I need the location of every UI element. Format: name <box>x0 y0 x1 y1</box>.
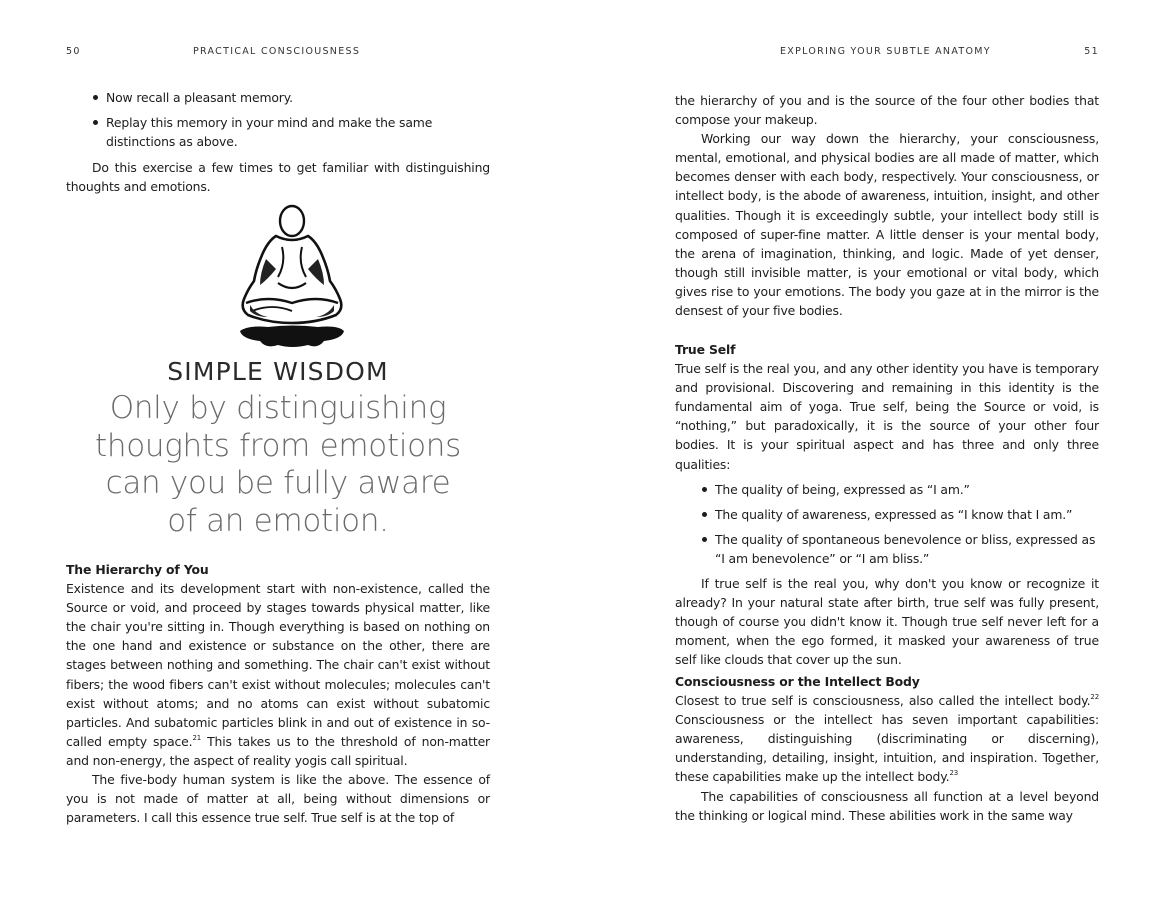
bullet-icon <box>93 95 98 100</box>
body-paragraph: the hierarchy of you and is the source of the four other bodies that compose your makeup. <box>675 93 1099 128</box>
simple-wisdom-quote <box>66 390 490 540</box>
running-head: PRACTICAL CONSCIOUSNESS <box>193 46 361 57</box>
quote-line: can you be fully aware <box>105 465 451 501</box>
quote-line: thoughts from emotions <box>95 427 461 464</box>
hierarchy-section <box>66 560 490 827</box>
footnote-ref: 21 <box>192 733 202 742</box>
list-item: Now recall a pleasant memory. <box>66 88 490 107</box>
body-paragraph: The five-body human system is like the above. The essence of you is not made of matter at all, being without dimensions or parameters. I call this essence true self. True self is at the top of <box>66 772 490 826</box>
section-heading: The Hierarchy of You <box>66 562 209 577</box>
footnote-ref: 23 <box>949 769 959 778</box>
list-item: The quality of being, expressed as “I am.” <box>675 480 1099 499</box>
list-item: Replay this memory in your mind and make the same distinctions as above. <box>66 113 490 151</box>
page-number: 50 <box>66 46 81 57</box>
page-number: 51 <box>1084 46 1099 57</box>
consciousness-section <box>675 672 1099 825</box>
running-head: EXPLORING YOUR SUBTLE ANATOMY <box>780 46 991 57</box>
left-page-header <box>66 46 490 60</box>
quote-line: of an emotion. <box>167 502 389 539</box>
right-page <box>675 0 1099 900</box>
section-heading: True Self <box>675 342 736 357</box>
right-top-text <box>675 91 1099 320</box>
body-paragraph: True self is the real you, and any other identity you have is temporary and provisional. Discovering and remaining in this identity is the fundamental aim of yoga. True self, being the Source or void, is “nothing,” but paradoxically, it is the source of your other four bodies. It is your spiritual aspect and has three and only three qualities: <box>675 361 1099 472</box>
body-paragraph: Closest to true self is consciousness, also called the intellect body.$^{22}$ Consciousness or the intellect has seven important capabilities: awareness, distinguishing (discriminating or discerning), understanding, detailing, insight, intuition, and inspiration. Together, these capabilities make up the intellect body.$^{23}$ <box>675 693 1099 785</box>
true-self-section <box>675 340 1099 670</box>
meditating-figure-icon <box>238 203 346 351</box>
bullet-icon <box>93 120 98 125</box>
bullet-icon <box>702 487 707 492</box>
left-page <box>66 0 490 900</box>
exercise-bullets <box>66 88 490 157</box>
qualities-list <box>675 480 1099 568</box>
body-paragraph: Existence and its development start with non-existence, called the Source or void, and proceed by stages towards physical matter, like the chair you're sitting in. Though everything is based on nothing on the one hand and existence or substance on the other, there are stages between nothing and something. The chair can't exist without fibers; the wood fibers can't exist without molecules; molecules can't exist without atoms; and no atoms can exist without subatomic particles. And subatomic particles blink in and out of existence in so-called empty space.$^{21}$ This takes us to the threshold of non-matter and non-energy, the aspect of reality yogis call spiritual. <box>66 581 490 768</box>
body-paragraph: The capabilities of consciousness all function at a level beyond the thinking or logical mind. These abilities work in the same way <box>675 788 1099 823</box>
right-page-header <box>675 46 1099 60</box>
bullet-icon <box>702 512 707 517</box>
list-item: The quality of awareness, expressed as “I know that I am.” <box>675 505 1099 524</box>
body-paragraph: If true self is the real you, why don't you know or recognize it already? In your natural state after birth, true self was fully present, though of course you didn't know it. Though true self never left for a moment, when the ego formed, it masked your awareness of true self like clouds that cover up the sun. <box>675 576 1099 668</box>
list-item: The quality of spontaneous benevolence or bliss, expressed as “I am benevolence” or “I am bliss.” <box>675 530 1099 568</box>
body-paragraph: Working our way down the hierarchy, your consciousness, mental, emotional, and physical bodies are all made of matter, which becomes denser with each body, respectively. Your consciousness, or intellect body, is the abode of awareness, intuition, insight, and other qualities. Though it is exceedingly subtle, your intellect body still is composed of super-fine matter. A little denser is your mental body, the arena of imagination, thinking, and logic. Made of yet denser, though still invisible matter, is your emotional or vital body, which gives rise to your emotions. The body you gaze at in the mirror is the densest of your five bodies. <box>675 131 1099 319</box>
quote-line: Only by distinguishing <box>109 390 447 426</box>
section-heading: Consciousness or the Intellect Body <box>675 674 920 689</box>
simple-wisdom-title: SIMPLE WISDOM <box>167 357 389 386</box>
exercise-paragraph: Do this exercise a few times to get familiar with distinguishing thoughts and emotions. <box>66 160 490 195</box>
bullet-icon <box>702 537 707 542</box>
footnote-ref: 22 <box>1090 693 1099 702</box>
